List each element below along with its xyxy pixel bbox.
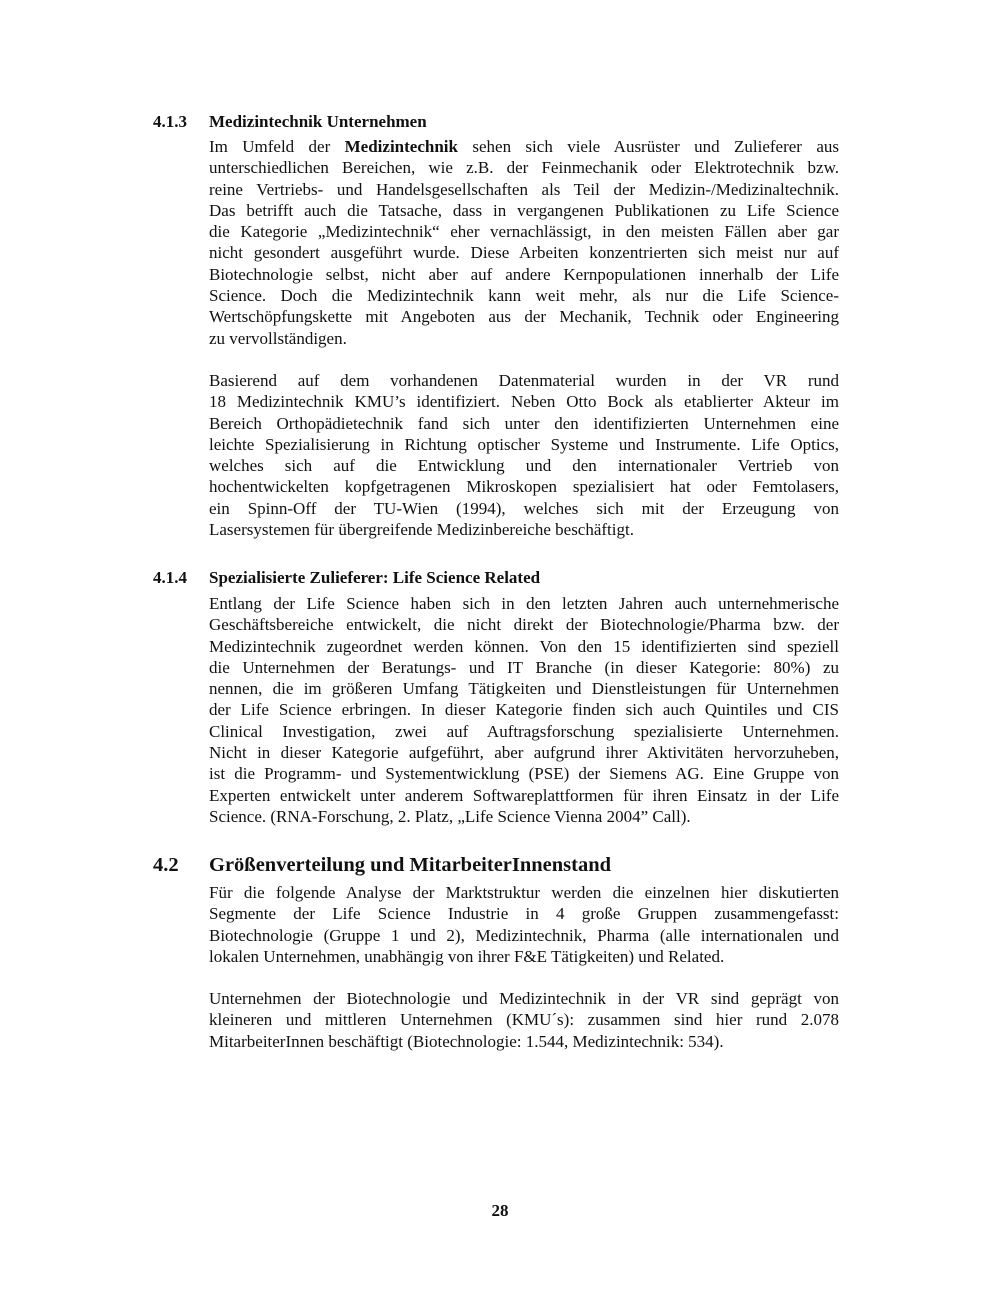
paragraph-medizintechnik-1 [209, 136, 839, 349]
text-line: Nicht in dieser Kategorie aufgeführt, aber aufgrund ihrer Aktivitäten hervorzuheben, [209, 743, 839, 763]
text-line [209, 136, 839, 157]
text-line: leichte Spezialisierung in Richtung optischer Systeme und Instrumente. Life Optics, [209, 434, 839, 454]
section-heading-4-2 [153, 852, 611, 878]
section-heading-4-1-4 [153, 567, 540, 589]
section-number: 4.2 [153, 854, 179, 876]
text-line: Segmente der Life Science Industrie in 4 große Gruppen zusammengefasst: [209, 904, 839, 924]
text-line: Das betrifft auch die Tatsache, dass in vergangenen Publikationen zu Life Science [209, 200, 839, 220]
text-line: nennen, die im größeren Umfang Tätigkeiten und Dienstleistungen für Unternehmen [209, 679, 839, 699]
text-line: ein Spinn-Off der TU-Wien (1994), welches sich mit der Erzeugung von [209, 498, 839, 518]
bold-term: Medizintechnik [344, 137, 458, 156]
text-line: unterschiedlichen Bereichen, wie z.B. der Feinmechanik oder Elektrotechnik bzw. [209, 158, 839, 178]
text-line: nicht gesondert ausgeführt wurde. Diese Arbeiten konzentrierten sich meist nur auf [209, 243, 839, 263]
text-line: Experten entwickelt unter anderem Softwareplattformen für ihren Einsatz in der Life [209, 785, 839, 805]
section-title: Größenverteilung und MitarbeiterInnenstand [209, 854, 612, 876]
paragraph-related [209, 593, 839, 827]
text-line: Basierend auf dem vorhandenen Datenmaterial wurden in der VR rund [209, 371, 839, 390]
section-number: 4.1.3 [153, 112, 187, 131]
text-segment: Im Umfeld der [209, 137, 345, 156]
text-line: 18 Medizintechnik KMU’s identifiziert. Neben Otto Bock als etablierter Akteur im [209, 392, 839, 412]
text-line: Biotechnologie selbst, nicht aber auf andere Kernpopulationen innerhalb der Life [209, 264, 839, 284]
text-line: reine Vertriebs- und Handelsgesellschaften als Teil der Medizin-/Medizinaltechnik. [209, 179, 839, 199]
text-line: kleineren und mittleren Unternehmen (KMU´s): zusammen sind hier rund 2.078 [209, 1010, 839, 1030]
text-line: Geschäftsbereiche entwickelt, die nicht direkt der Biotechnologie/Pharma bzw. der [209, 615, 839, 635]
text-line: Science. Doch die Medizintechnik kann weit mehr, als nur die Life Science- [209, 286, 839, 306]
text-line: MitarbeiterInnen beschäftigt (Biotechnologie: 1.544, Medizintechnik: 534). [209, 1031, 724, 1051]
section-heading-4-1-3 [153, 111, 427, 133]
page-number: 28 [491, 1201, 509, 1220]
text-line: der Life Science erbringen. In dieser Kategorie finden sich auch Quintiles und CIS [209, 700, 839, 720]
text-line: Bereich Orthopädietechnik fand sich unter den identifizierten Unternehmen eine [209, 413, 839, 433]
paragraph-marktstruktur [209, 882, 839, 967]
text-line: Medizintechnik zugeordnet werden können. Von den 15 identifizierten sind speziell [209, 636, 839, 656]
section-title: Spezialisierte Zulieferer: Life Science Related [209, 568, 541, 587]
text-line: lokalen Unternehmen, unabhängig von ihrer F&E Tätigkeiten) und Related. [209, 946, 725, 966]
text-line: Für die folgende Analyse der Marktstruktur werden die einzelnen hier diskutierten [209, 883, 839, 902]
text-line: zu vervollständigen. [209, 328, 347, 348]
text-line: ist die Programm- und Systementwicklung (PSE) der Siemens AG. Eine Gruppe von [209, 764, 839, 784]
text-line: Lasersystemen für übergreifende Medizinbereiche beschäftigt. [209, 520, 634, 540]
text-line: welches sich auf die Entwicklung und den internationaler Vertrieb von [209, 456, 839, 476]
paragraph-medizintechnik-2 [209, 370, 839, 540]
text-line: Entlang der Life Science haben sich in den letzten Jahren auch unternehmerische [209, 594, 839, 613]
text-line: Clinical Investigation, zwei auf Auftragsforschung spezialisierte Unternehmen. [209, 721, 839, 741]
text-line: hochentwickelten kopfgetragenen Mikroskopen spezialisiert hat oder Femtolasers, [209, 477, 839, 497]
text-segment: sehen sich viele Ausrüster und Zulieferer aus [457, 137, 839, 156]
paragraph-mitarbeiter [209, 988, 839, 1052]
text-line: Wertschöpfungskette mit Angeboten aus der Mechanik, Technik oder Engineering [209, 307, 839, 327]
text-line: die Kategorie „Medizintechnik“ eher vernachlässigt, in den meisten Fällen aber gar [209, 222, 839, 242]
section-title: Medizintechnik Unternehmen [209, 112, 427, 131]
text-line: die Unternehmen der Beratungs- und IT Branche (in dieser Kategorie: 80%) zu [209, 657, 839, 677]
section-number: 4.1.4 [153, 568, 187, 587]
text-line: Science. (RNA-Forschung, 2. Platz, „Life Science Vienna 2004” Call). [209, 806, 691, 826]
text-line: Biotechnologie (Gruppe 1 und 2), Medizintechnik, Pharma (alle internationalen und [209, 925, 839, 945]
text-line: Unternehmen der Biotechnologie und Medizintechnik in der VR sind geprägt von [209, 989, 839, 1008]
